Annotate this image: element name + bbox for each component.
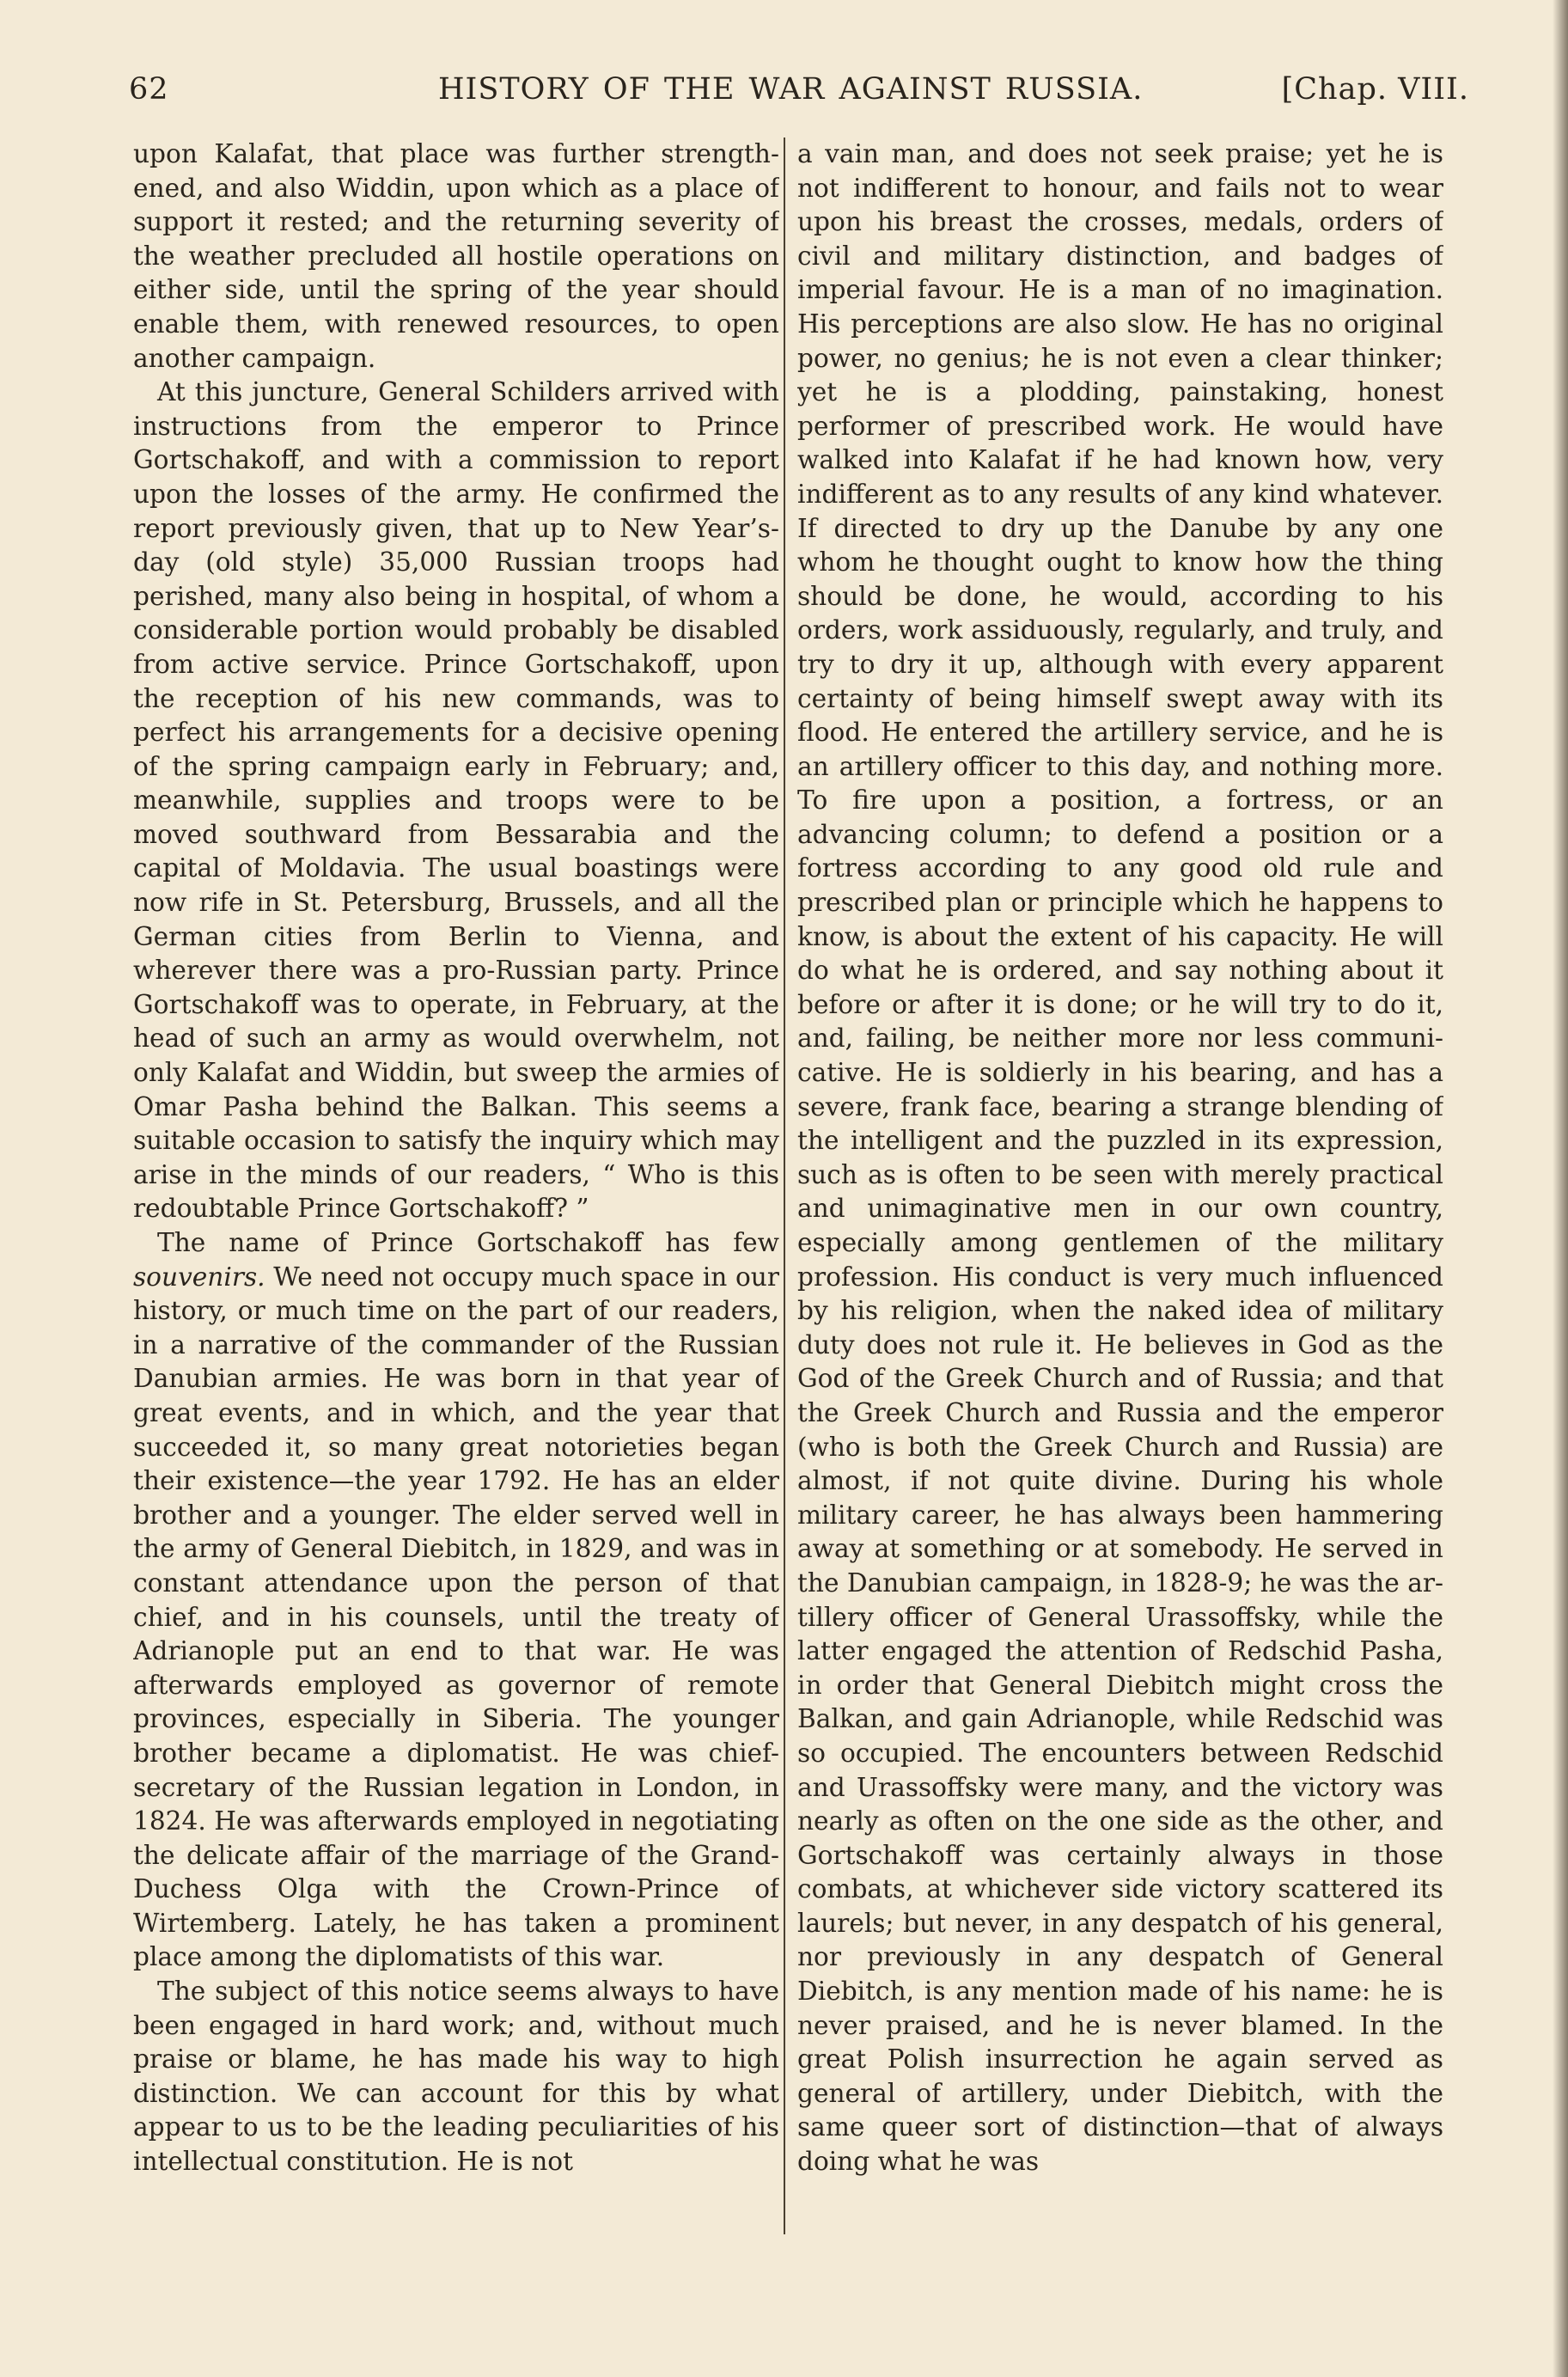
running-header xyxy=(129,72,1469,124)
column-divider xyxy=(784,137,785,2234)
paragraph: At this juncture, General Schilders arrived with instructions from the emperor to Prince Gortschakoff, and with a commission to report upon the losses of the army. He confirmed the report previously given, that up to New Year’s-day (old style) 35,000 Russian troops had perished, many also being in hospital, of whom a considerable portion would probably be disabled from active service. Prince Gortschakoff, upon the reception of his new commands, was to perfect his arrangements for a decisive opening of the spring campaign early in February; and, meanwhile, supplies and troops were to be moved southward from Bessarabia and the capital of Moldavia. The usual boastings were now rife in St. Petersburg, Brussels, and all the German cities from Berlin to Vienna, and wherever there was a pro-Russian party. Prince Gortschakoff was to operate, in February, at the head of such an army as would overwhelm, not only Kalafat and Widdin, but sweep the armies of Omar Pasha behind the Balkan. This seems a suitable occasion to satisfy the inquiry which may arise in the minds of our readers, “ Who is this redoubtable Prince Gortschakoff? ” xyxy=(133,377,779,1224)
page-edge-shadow xyxy=(1553,0,1568,2377)
running-title: HISTORY OF THE WAR AGAINST RUSSIA. xyxy=(438,72,1144,107)
italic-word: souvenirs. xyxy=(133,1262,265,1292)
paragraph: The subject of this notice seems always to have been engaged in hard work; and, without much praise or blame, he has made his way to high distinction. We can account for this by what appear to us to be the leading peculiarities of his intellectual constitution. He is not xyxy=(133,1977,779,2177)
paragraph: upon Kalafat, that place was further strengthened, and also Widdin, upon which as a place of support it rested; and the returning severity of the weather precluded all hostile operations on either side, until the spring of the year should enable them, with renewed resources, to open another campaign. xyxy=(133,139,779,373)
paragraph-text: We need not occupy much space in our history, or much time on the part of our readers, in a narrative of the commander of the Russian Danubian armies. He was born in that year of great events, and in which, and the year that succeeded it, so many great notorieties began their existence—the year 1792. He has an elder brother and a younger. The elder served well in the army of General Diebitch, in 1829, and was in constant attendance upon the person of that chief, and in his counsels, until the treaty of Adrianople put an end to that war. He was afterwards employed as governor of remote provinces, especially in Siberia. The younger brother became a diplomatist. He was chief-secretary of the Russian legation in London, in 1824. He was afterwards employed in negotiating the delicate affair of the marriage of the Grand-Duchess Olga with the Crown-Prince of Wirtemberg. Lately, he has taken a prominent place among the diplomatists of this war. xyxy=(133,1262,779,1972)
chapter-label: [Chap. VIII. xyxy=(1281,72,1469,107)
left-column xyxy=(133,137,779,2260)
page-number: 62 xyxy=(129,72,169,107)
right-column xyxy=(797,137,1443,2260)
paragraph: a vain man, and does not seek praise; yet he is not indifferent to honour, and fails not to wear upon his breast the crosses, medals, orders of civil and military distinction, and badges of imperial favour. He is a man of no imagination. His perceptions are also slow. He has no original power, no genius; he is not even a clear thinker; yet he is a plodding, painstaking, honest performer of prescribed work. He would have walked into Kalafat if he had known how, very indifferent as to any results of any kind whatever. If directed to dry up the Danube by any one whom he thought ought to know how the thing should be done, he would, according to his orders, work assiduously, regularly, and truly, and try to dry it up, although with every apparent certainty of being himself swept away with its flood. He entered the artillery service, and he is an artillery officer to this day, and nothing more. To fire upon a position, a fortress, or an advancing column; to defend a position or a fortress according to any good old rule and prescribed plan or principle which he happens to know, is about the extent of his capacity. He will do what he is ordered, and say nothing about it before or after it is done; or he will try to do it, and, failing, be neither more nor less communicative. He is soldierly in his bearing, and has a severe, frank face, bearing a strange blending of the intelligent and the puzzled in its expression, such as is often to be seen with merely practical and unimaginative men in our own country, especially among gentlemen of the military profession. His conduct is very much influenced by his religion, when the naked idea of military duty does not rule it. He believes in God as the God of the Greek Church and of Russia; and that the Greek Church and Russia and the emperor (who is both the Greek Church and Russia) are almost, if not quite divine. During his whole military career, he has always been hammering away at something or at somebody. He served in the Danubian campaign, in 1828-9; he was the artillery officer of General Urassoffsky, while the latter engaged the attention of Redschid Pasha, in order that General Diebitch might cross the Balkan, and gain Adrianople, while Redschid was so occupied. The encounters between Redschid and Urassoffsky were many, and the victory was nearly as often on the one side as the other, and Gortschakoff was certainly always in those combats, at whichever side victory scattered its laurels; but never, in any despatch of his general, nor previously in any despatch of General Diebitch, is any mention made of his name: he is never praised, and he is never blamed. In the great Polish insurrection he again served as general of artillery, under Diebitch, with the same queer sort of distinction—that of always doing what he was xyxy=(797,139,1443,2177)
paragraph xyxy=(133,1226,779,1975)
paragraph-text: The name of Prince Gortschakoff has few xyxy=(157,1228,779,1257)
